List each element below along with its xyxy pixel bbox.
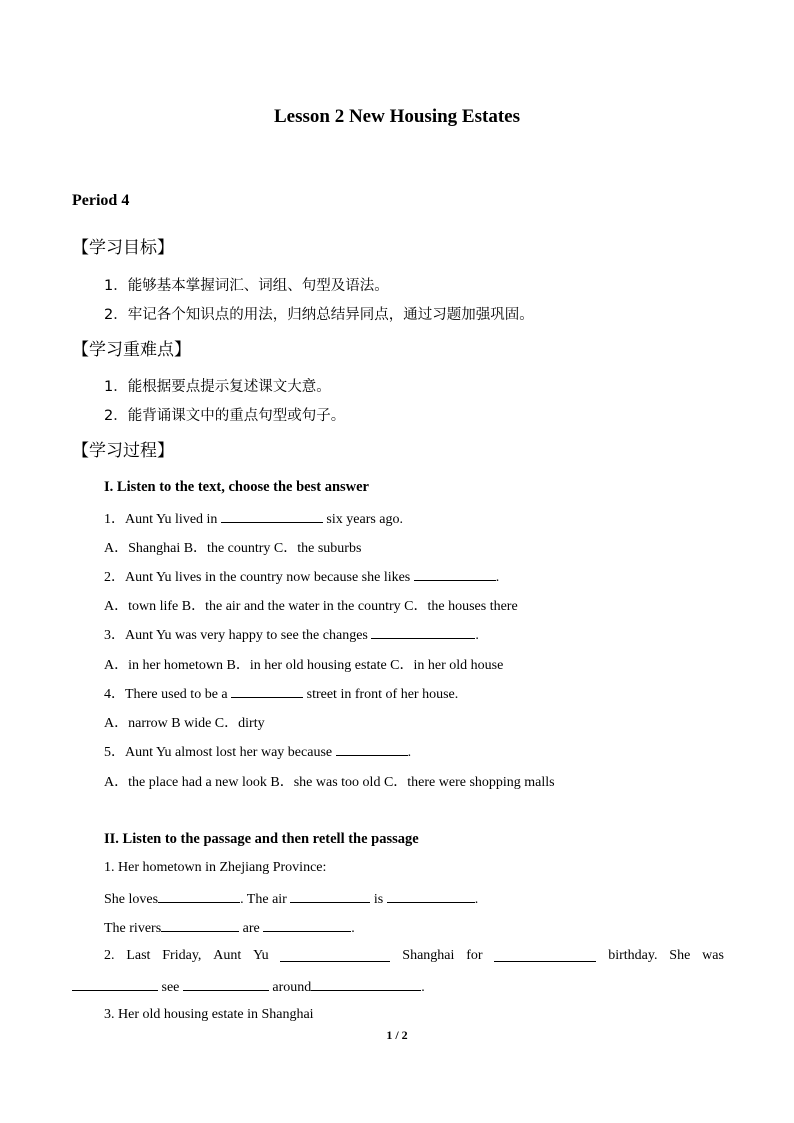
answer-blank[interactable]	[290, 889, 370, 903]
answer-blank[interactable]	[221, 509, 323, 523]
part1-heading: I. Listen to the text, choose the best answer	[104, 479, 369, 495]
question-5-options: A．the place had a new look B．she was too old C．there were shopping malls	[104, 775, 555, 790]
question-3	[104, 624, 479, 644]
retell-item-2	[104, 948, 724, 964]
key-point-item: 2．能背诵课文中的重点句型或句子。	[104, 408, 346, 424]
question-text: 4．There used to be a	[104, 687, 228, 702]
question-text: .	[407, 745, 412, 760]
retell-line	[72, 977, 425, 996]
retell-word: birthday.	[608, 948, 658, 963]
retell-word: for	[466, 948, 483, 963]
retell-text: She loves	[104, 892, 159, 907]
period-label: Period 4	[72, 192, 130, 209]
retell-text: .	[351, 921, 355, 936]
lesson-title: Lesson 2 New Housing Estates	[274, 106, 520, 127]
retell-text: . The air	[240, 892, 287, 907]
answer-blank[interactable]	[72, 977, 158, 991]
question-text: .	[475, 628, 479, 643]
retell-text: .	[474, 892, 479, 907]
retell-word: Friday,	[162, 948, 202, 963]
retell-text: see	[161, 980, 180, 995]
question-text: 3．Aunt Yu was very happy to see the changes	[104, 628, 368, 643]
answer-blank[interactable]	[263, 918, 351, 932]
answer-blank[interactable]	[494, 948, 596, 962]
question-text: 2．Aunt Yu lives in the country now because she likes	[104, 570, 411, 585]
question-text: 1．Aunt Yu lived in	[104, 512, 218, 527]
retell-text: is	[373, 892, 384, 907]
question-text: six years ago.	[326, 512, 404, 527]
answer-blank[interactable]	[414, 567, 496, 581]
question-4-options: A．narrow B wide C．dirty	[104, 716, 265, 731]
answer-blank[interactable]	[231, 684, 303, 698]
question-4	[104, 683, 458, 703]
retell-text: around	[272, 980, 312, 995]
answer-blank[interactable]	[336, 742, 408, 756]
retell-word: Aunt	[213, 948, 242, 963]
question-1-options: A．Shanghai B．the country C．the suburbs	[104, 541, 362, 556]
retell-line	[104, 889, 478, 908]
retell-text: The rivers	[104, 921, 162, 936]
question-5	[104, 741, 411, 761]
objective-item: 1．能够基本掌握词汇、词组、句型及语法。	[104, 278, 389, 294]
answer-blank[interactable]	[161, 918, 239, 932]
key-point-item: 1．能根据要点提示复述课文大意。	[104, 379, 331, 395]
question-2	[104, 566, 499, 586]
question-1	[104, 508, 403, 528]
question-text: .	[495, 570, 500, 585]
retell-word: She	[669, 948, 691, 963]
question-2-options: A．town life B．the air and the water in the country C．the houses there	[104, 599, 518, 614]
retell-word: Shanghai	[402, 948, 455, 963]
answer-blank[interactable]	[387, 889, 475, 903]
answer-blank[interactable]	[158, 889, 240, 903]
objective-item: 2．牢记各个知识点的用法，归纳总结异同点，通过习题加强巩固。	[104, 307, 534, 323]
retell-item-3: 3. Her old housing estate in Shanghai	[104, 1007, 314, 1022]
page-number: 1 / 2	[386, 1028, 408, 1042]
process-heading: 【学习过程】	[72, 441, 174, 461]
answer-blank[interactable]	[371, 625, 475, 639]
objectives-heading: 【学习目标】	[72, 238, 174, 258]
key-points-heading: 【学习重难点】	[72, 340, 191, 360]
retell-text: are	[242, 921, 260, 936]
answer-blank[interactable]	[183, 977, 269, 991]
question-3-options: A．in her hometown B．in her old housing estate C．in her old house	[104, 658, 504, 673]
question-text: 5．Aunt Yu almost lost her way because	[104, 745, 333, 760]
retell-text: .	[421, 980, 425, 995]
answer-blank[interactable]	[311, 977, 421, 991]
answer-blank[interactable]	[280, 948, 390, 962]
retell-word: Last	[126, 948, 151, 963]
retell-line	[104, 918, 355, 937]
question-text: street in front of her house.	[306, 687, 459, 702]
retell-word: 2.	[104, 948, 115, 963]
retell-word: Yu	[253, 948, 269, 963]
part2-heading: II. Listen to the passage and then retell the passage	[104, 831, 419, 847]
retell-word: was	[702, 948, 724, 963]
retell-item-1: 1. Her hometown in Zhejiang Province:	[104, 860, 327, 875]
